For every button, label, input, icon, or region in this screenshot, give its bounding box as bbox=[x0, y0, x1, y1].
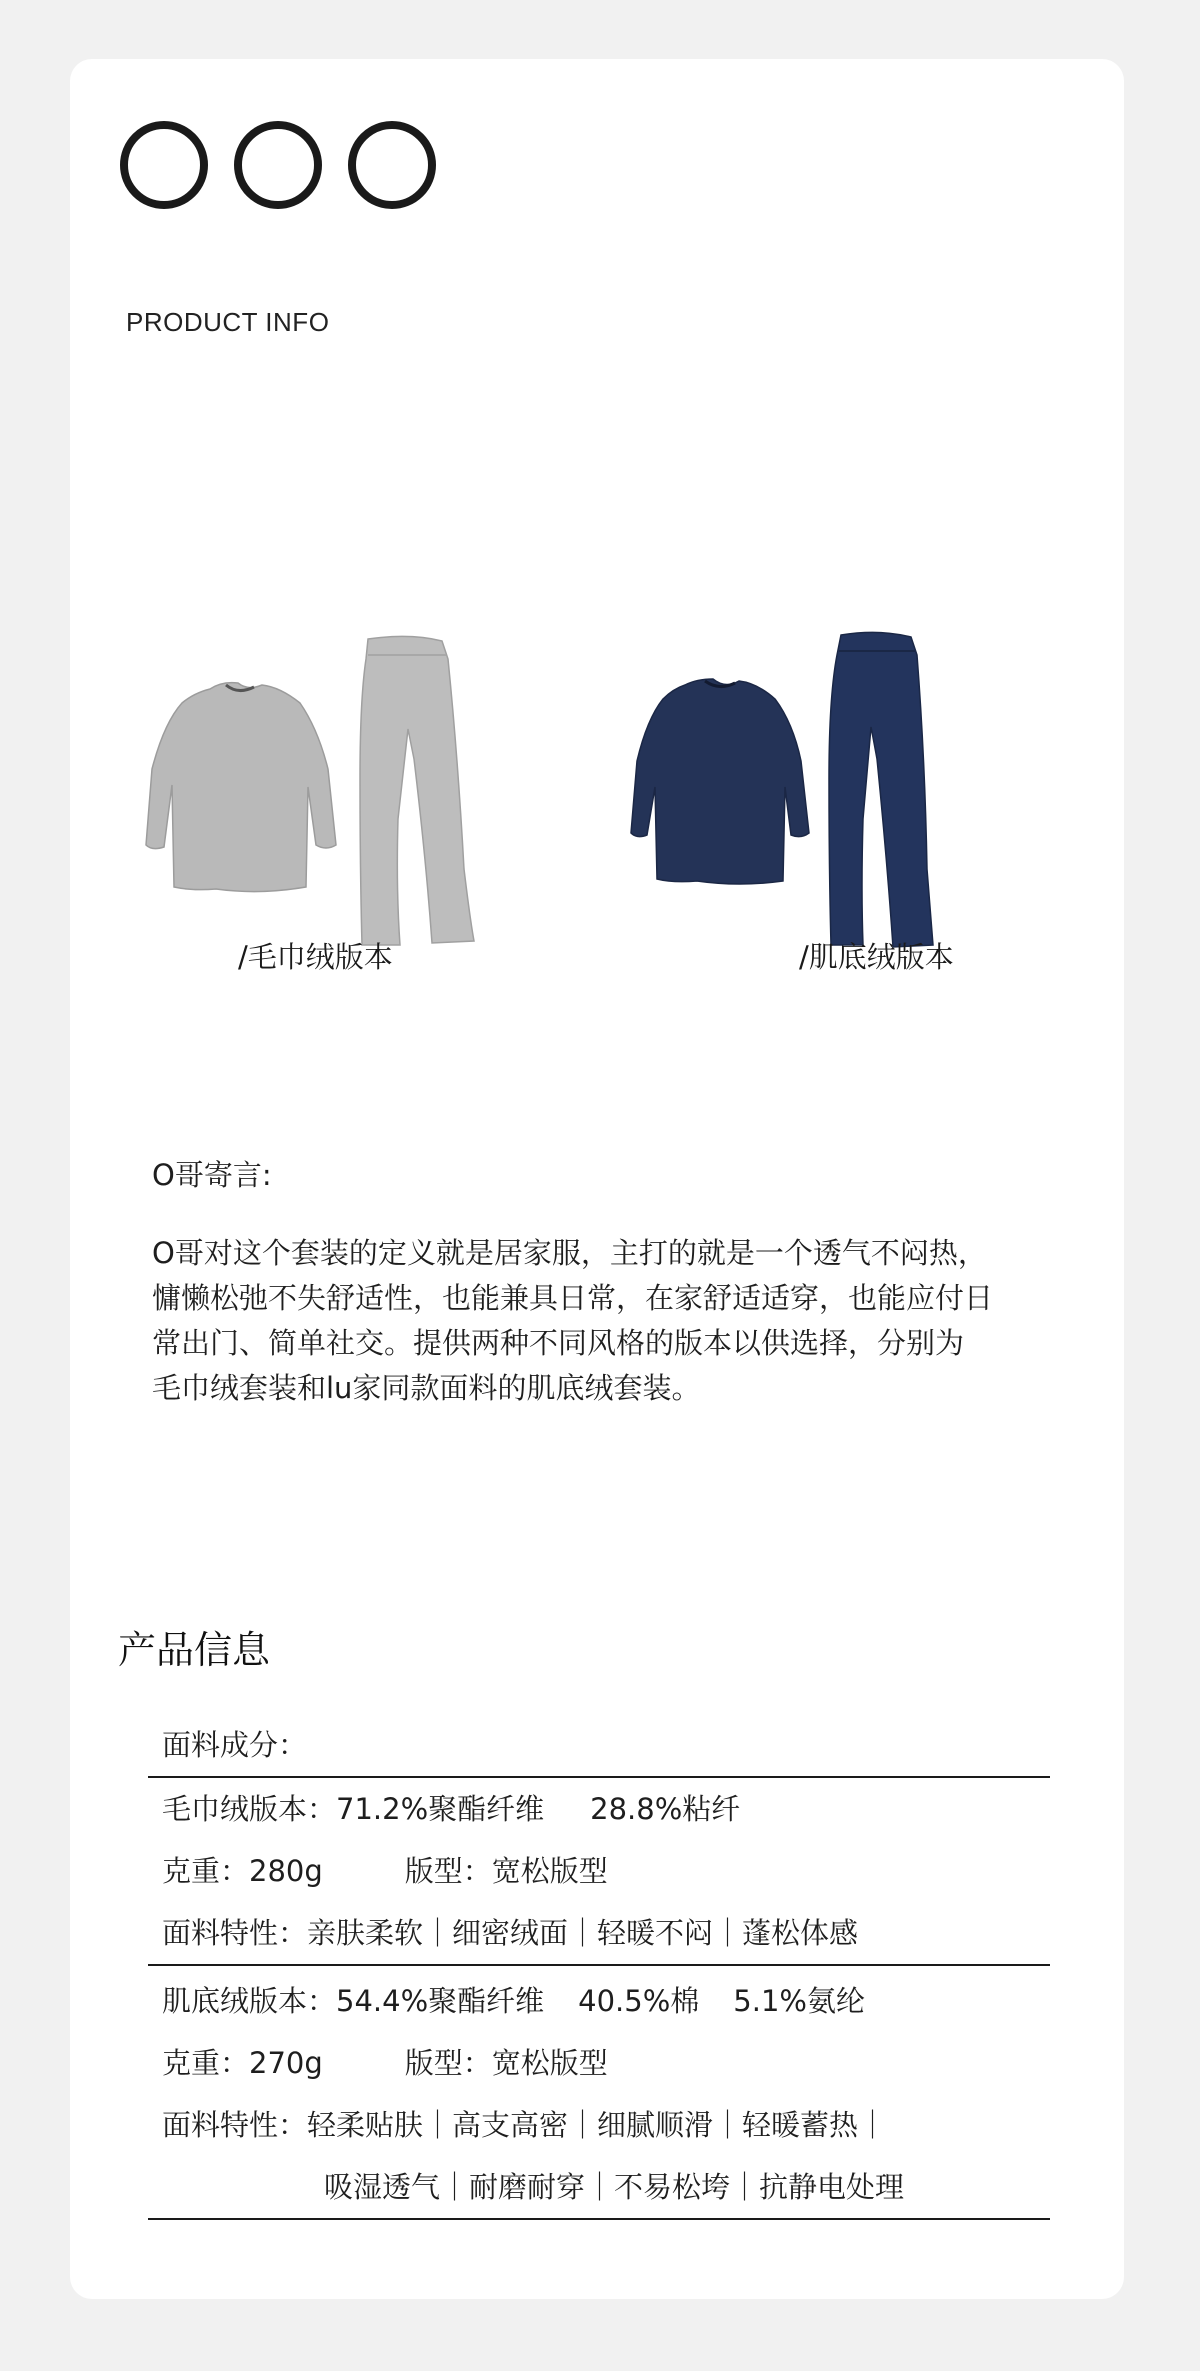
top-icon bbox=[146, 683, 336, 892]
towel-composition-1: 71.2%聚酯纤维 bbox=[336, 1792, 545, 1826]
pants-icon bbox=[829, 632, 933, 947]
variant-towel-caption: /毛巾绒版本 bbox=[238, 940, 393, 974]
base-composition-label: 肌底绒版本： bbox=[162, 1984, 337, 2018]
note-title: O哥寄言: bbox=[152, 1158, 272, 1192]
base-composition-2: 40.5%棉 bbox=[578, 1984, 700, 2018]
towel-weight-row bbox=[148, 1840, 1050, 1902]
towel-weight: 克重：280g bbox=[162, 1854, 323, 1888]
divider bbox=[148, 2218, 1050, 2220]
towel-fit: 版型：宽松版型 bbox=[404, 1854, 608, 1888]
base-composition-row bbox=[148, 1970, 1050, 2032]
base-features-line1: 面料特性：轻柔贴肤｜高支高密｜细腻顺滑｜轻暖蓄热｜ bbox=[162, 2108, 888, 2142]
section-title: 产品信息 bbox=[118, 1628, 271, 1672]
towel-composition-row bbox=[148, 1778, 1050, 1840]
fabric-heading bbox=[148, 1714, 1050, 1776]
product-info-label: PRODUCT INFO bbox=[126, 307, 330, 337]
note-body: O哥对这个套装的定义就是居家服，主打的就是一个透气不闷热， 慵懒松弛不失舒适性，也能兼具日常，在家舒适适穿，也能应付日 常出门、简单社交。提供两种不同风格的版本以供选择，分别为 毛巾绒套装和lu家同款面料的肌底绒套装。 bbox=[152, 1236, 994, 1405]
brand-logo bbox=[120, 121, 436, 211]
logo-circle-3 bbox=[348, 121, 436, 209]
towel-composition-2: 28.8%粘纤 bbox=[590, 1792, 741, 1826]
fabric-heading-text: 面料成分： bbox=[162, 1728, 308, 1762]
product-card bbox=[70, 59, 1124, 2299]
variant-base-caption: /肌底绒版本 bbox=[799, 940, 954, 974]
towel-features-row bbox=[148, 1902, 1050, 1964]
divider bbox=[148, 1964, 1050, 1966]
base-composition-3: 5.1%氨纶 bbox=[733, 1984, 865, 2018]
base-composition-1: 54.4%聚酯纤维 bbox=[336, 1984, 545, 2018]
spec-table bbox=[148, 1714, 1050, 2220]
logo-circle-2 bbox=[234, 121, 322, 209]
towel-composition-label: 毛巾绒版本： bbox=[162, 1792, 337, 1826]
base-features-line2: 吸湿透气｜耐磨耐穿｜不易松垮｜抗静电处理 bbox=[324, 2170, 905, 2204]
base-features-row-1 bbox=[148, 2094, 1050, 2156]
base-weight: 克重：270g bbox=[162, 2046, 323, 2080]
base-weight-row bbox=[148, 2032, 1050, 2094]
top-icon bbox=[631, 679, 809, 884]
logo-circle-1 bbox=[120, 121, 208, 209]
pants-icon bbox=[360, 636, 474, 945]
towel-features: 面料特性：亲肤柔软｜细密绒面｜轻暖不闷｜蓬松体感 bbox=[162, 1916, 859, 1950]
base-fit: 版型：宽松版型 bbox=[404, 2046, 608, 2080]
base-features-row-2 bbox=[148, 2156, 1050, 2218]
